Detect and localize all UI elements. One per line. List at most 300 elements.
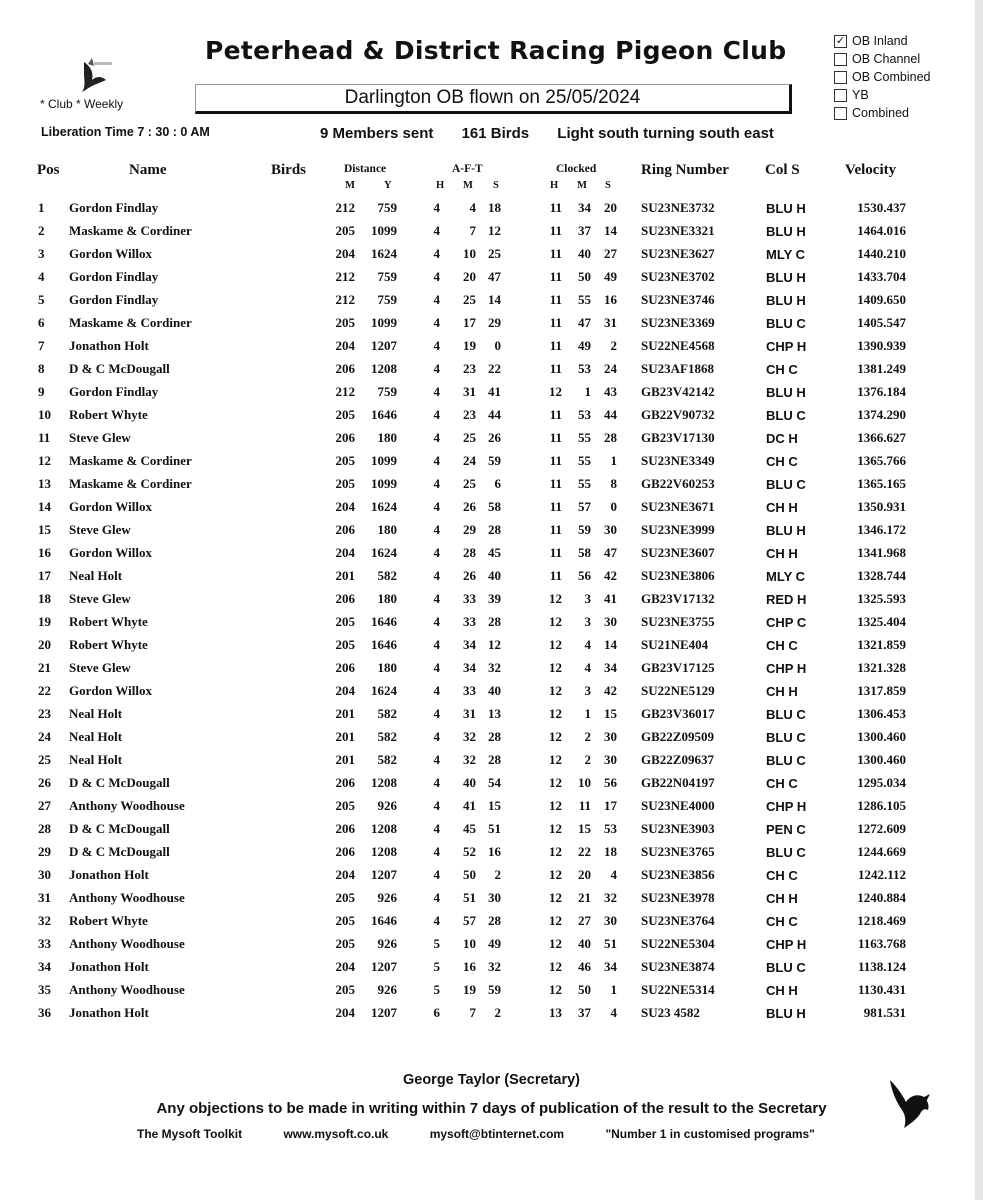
cell-pos: 34 [38,959,51,974]
cell-aft-seconds: 15 [488,798,501,813]
cell-distance-miles: 201 [335,568,355,583]
cell-distance-yards: 759 [377,200,397,215]
cell-aft-minutes: 29 [463,522,476,537]
cell-pos: 32 [38,913,51,928]
cell-colour-sex: BLU H [766,270,806,285]
checkbox-icon[interactable] [834,71,847,84]
cell-ring-number: SU23NE3874 [641,959,715,974]
cell-distance-yards: 180 [377,591,397,606]
cell-clock-minutes: 4 [584,637,591,652]
cell-aft-minutes: 28 [463,545,476,560]
club-type-label: * Club * Weekly [40,97,124,111]
cell-clock-seconds: 14 [604,223,617,238]
cell-colour-sex: BLU H [766,385,806,400]
cell-ring-number: SU23NE3856 [641,867,715,882]
cell-pos: 14 [38,499,51,514]
cell-aft-seconds: 2 [494,1005,501,1020]
cell-pos: 8 [38,361,45,376]
cell-clock-minutes: 47 [578,315,591,330]
table-row [0,1003,983,1026]
col-velocity-header: Velocity [845,162,897,178]
cell-name: Anthony Woodhouse [69,890,185,905]
cell-pos: 30 [38,867,51,882]
cell-name: Neal Holt [69,706,123,721]
cell-distance-miles: 204 [335,683,355,698]
cell-aft-seconds: 16 [488,844,501,859]
cell-aft-hours: 4 [433,890,440,905]
email-link[interactable]: mysoft@btinternet.com [429,1127,565,1141]
cell-clock-hours: 12 [549,821,562,836]
table-row [0,727,983,750]
cell-distance-yards: 926 [377,798,397,813]
cell-pos: 10 [38,407,51,422]
cell-distance-yards: 1207 [371,1005,397,1020]
cell-clock-minutes: 3 [584,591,591,606]
col-aft-header: A-F-T [452,163,483,175]
cell-distance-yards: 582 [377,729,397,744]
cell-clock-seconds: 0 [610,499,617,514]
cell-distance-yards: 759 [377,269,397,284]
table-row [0,865,983,888]
cell-name: Gordon Findlay [69,269,159,284]
cell-clock-seconds: 34 [604,959,617,974]
cell-name: Maskame & Cordiner [69,315,192,330]
cell-distance-yards: 1624 [371,545,397,560]
cell-distance-miles: 206 [335,591,355,606]
cell-aft-seconds: 28 [488,614,501,629]
cell-clock-minutes: 2 [584,729,591,744]
cell-name: Gordon Willox [69,545,152,560]
cell-clock-seconds: 30 [604,752,617,767]
cell-aft-hours: 4 [433,545,440,560]
cell-distance-yards: 926 [377,890,397,905]
website-link[interactable]: www.mysoft.co.uk [283,1127,389,1141]
cell-pos: 22 [38,683,51,698]
cell-clock-hours: 12 [549,798,562,813]
option-ob-inland[interactable]: ✓ OB Inland [835,34,908,48]
cell-pos: 21 [38,660,51,675]
cell-distance-miles: 206 [335,660,355,675]
cell-ring-number: SU23NE3903 [641,821,715,836]
option-yb[interactable]: YB [834,86,931,104]
cell-distance-yards: 1646 [371,614,397,629]
cell-clock-seconds: 20 [604,200,617,215]
cell-pos: 25 [38,752,51,767]
cell-clock-hours: 12 [549,867,562,882]
table-row [0,520,983,543]
col-aft-h-header: H [436,180,445,191]
cell-clock-seconds: 15 [604,706,617,721]
cell-colour-sex: CH C [766,454,798,469]
table-row [0,474,983,497]
secretary-line: George Taylor (Secretary) [402,1072,581,1088]
cell-name: Gordon Willox [69,683,152,698]
cell-name: Jonathon Holt [69,1005,149,1020]
cell-colour-sex: BLU C [766,753,806,768]
cell-aft-hours: 4 [433,568,440,583]
cell-clock-hours: 12 [549,982,562,997]
cell-velocity: 1163.768 [857,936,906,951]
cell-aft-hours: 4 [433,476,440,491]
cell-aft-seconds: 2 [494,867,501,882]
cell-colour-sex: CH C [766,914,798,929]
cell-velocity: 981.531 [863,1005,906,1020]
cell-distance-miles: 212 [335,200,355,215]
cell-aft-hours: 4 [433,200,440,215]
results-table [0,198,983,1026]
cell-clock-seconds: 28 [604,430,617,445]
cell-clock-minutes: 11 [578,798,591,813]
cell-clock-minutes: 21 [578,890,591,905]
cell-clock-hours: 11 [549,292,562,307]
table-row [0,957,983,980]
cell-distance-yards: 180 [377,430,397,445]
cell-aft-hours: 4 [433,361,440,376]
cell-colour-sex: BLU C [766,730,806,745]
cell-aft-hours: 4 [433,637,440,652]
cell-aft-minutes: 7 [469,1005,476,1020]
cell-clock-minutes: 37 [578,1005,591,1020]
pigeon-logo-icon [886,1078,934,1130]
option-combined[interactable]: Combined [834,104,931,122]
cell-distance-miles: 212 [335,269,355,284]
cell-distance-yards: 180 [377,522,397,537]
cell-velocity: 1346.172 [857,522,906,537]
cell-colour-sex: BLU C [766,845,806,860]
cell-colour-sex: BLU C [766,408,806,423]
cell-velocity: 1325.404 [857,614,906,629]
cell-clock-minutes: 49 [578,338,591,353]
cell-aft-hours: 4 [433,614,440,629]
cell-clock-seconds: 24 [604,361,617,376]
cell-clock-seconds: 1 [610,982,617,997]
cell-aft-seconds: 58 [488,499,501,514]
cell-name: D & C McDougall [69,821,170,836]
cell-aft-minutes: 23 [463,407,476,422]
table-row [0,658,983,681]
cell-clock-hours: 11 [549,361,562,376]
cell-velocity: 1433.704 [857,269,906,284]
cell-aft-seconds: 40 [488,683,501,698]
cell-clock-minutes: 27 [578,913,591,928]
cell-clock-minutes: 59 [578,522,591,537]
cell-distance-yards: 1208 [371,821,397,836]
cell-clock-minutes: 2 [584,752,591,767]
cell-aft-seconds: 32 [488,959,501,974]
cell-aft-minutes: 33 [463,614,476,629]
cell-aft-hours: 5 [433,936,440,951]
cell-ring-number: SU23NE3806 [641,568,715,583]
race-summary [320,125,798,142]
col-name-header: Name [129,162,167,178]
cell-colour-sex: BLU C [766,707,806,722]
cell-velocity: 1440.210 [857,246,906,261]
cell-name: Anthony Woodhouse [69,798,185,813]
cell-clock-seconds: 31 [604,315,617,330]
checkbox-icon[interactable] [834,89,847,102]
cell-clock-seconds: 42 [604,568,617,583]
cell-name: Maskame & Cordiner [69,223,192,238]
cell-distance-yards: 926 [377,936,397,951]
objections-notice: Any objections to be made in writing within 7 days of publication of the result to the Secretary [156,1100,827,1117]
cell-aft-hours: 4 [433,407,440,422]
table-row [0,750,983,773]
cell-velocity: 1272.609 [857,821,906,836]
cell-aft-hours: 4 [433,913,440,928]
cell-colour-sex: CH C [766,362,798,377]
cell-ring-number: SU23NE3755 [641,614,715,629]
cell-ring-number: SU22NE5304 [641,936,715,951]
cell-clock-minutes: 53 [578,361,591,376]
cell-aft-hours: 4 [433,867,440,882]
cell-aft-minutes: 50 [463,867,476,882]
cell-clock-hours: 11 [549,246,562,261]
cell-aft-hours: 4 [433,292,440,307]
cell-velocity: 1295.034 [857,775,906,790]
cell-aft-seconds: 12 [488,637,501,652]
col-dist-m-header: M [345,180,355,191]
cell-pos: 7 [38,338,45,353]
checkbox-icon[interactable] [834,53,847,66]
cell-distance-yards: 1646 [371,637,397,652]
cell-aft-hours: 4 [433,683,440,698]
cell-velocity: 1242.112 [857,867,906,882]
cell-clock-seconds: 14 [604,637,617,652]
cell-distance-miles: 205 [335,453,355,468]
cell-distance-miles: 204 [335,545,355,560]
cell-clock-hours: 11 [549,315,562,330]
cell-pos: 35 [38,982,51,997]
cell-clock-seconds: 44 [604,407,617,422]
cell-distance-yards: 1624 [371,246,397,261]
cell-aft-minutes: 20 [463,269,476,284]
cell-velocity: 1381.249 [857,361,906,376]
cell-clock-minutes: 3 [584,683,591,698]
cell-distance-miles: 205 [335,936,355,951]
cell-velocity: 1317.859 [857,683,906,698]
cell-velocity: 1325.593 [857,591,906,606]
checkbox-icon[interactable] [834,107,847,120]
cell-aft-hours: 4 [433,223,440,238]
cell-colour-sex: CH H [766,983,798,998]
cell-pos: 4 [38,269,45,284]
cell-distance-miles: 204 [335,246,355,261]
cell-clock-minutes: 53 [578,407,591,422]
cell-aft-hours: 4 [433,499,440,514]
cell-distance-miles: 212 [335,384,355,399]
cell-distance-miles: 206 [335,844,355,859]
cell-aft-minutes: 24 [463,453,476,468]
cell-distance-miles: 205 [335,890,355,905]
table-row [0,566,983,589]
table-row [0,773,983,796]
cell-distance-miles: 212 [335,292,355,307]
cell-ring-number: SU23NE3607 [641,545,715,560]
table-row [0,313,983,336]
cell-aft-minutes: 19 [463,982,476,997]
cell-clock-hours: 11 [549,407,562,422]
cell-ring-number: GB23V17130 [641,430,715,445]
cell-colour-sex: CHP H [766,799,807,814]
cell-aft-seconds: 59 [488,453,501,468]
cell-colour-sex: CH C [766,638,798,653]
cell-name: Gordon Willox [69,246,152,261]
table-row [0,221,983,244]
cell-aft-minutes: 19 [463,338,476,353]
cell-velocity: 1366.627 [857,430,906,445]
cell-name: Gordon Findlay [69,292,159,307]
cell-colour-sex: CHP H [766,339,807,354]
cell-aft-hours: 4 [433,384,440,399]
cell-aft-minutes: 51 [463,890,476,905]
cell-aft-seconds: 51 [488,821,501,836]
cell-aft-minutes: 10 [463,246,476,261]
cell-name: Steve Glew [69,660,131,675]
cell-clock-hours: 11 [549,269,562,284]
table-row [0,911,983,934]
cell-clock-hours: 11 [549,545,562,560]
cell-aft-seconds: 28 [488,522,501,537]
cell-distance-yards: 1099 [371,315,397,330]
cell-colour-sex: CHP C [766,615,807,630]
cell-aft-hours: 4 [433,315,440,330]
cell-velocity: 1244.669 [857,844,906,859]
cell-clock-hours: 12 [549,913,562,928]
cell-aft-hours: 4 [433,453,440,468]
cell-distance-yards: 1207 [371,867,397,882]
cell-clock-hours: 12 [549,683,562,698]
table-row [0,290,983,313]
cell-colour-sex: BLU H [766,523,806,538]
cell-name: Anthony Woodhouse [69,936,185,951]
cell-colour-sex: BLU H [766,1006,806,1021]
cell-aft-seconds: 29 [488,315,501,330]
members-sent: 9 Members sent [320,125,434,142]
cell-colour-sex: CHP H [766,937,807,952]
option-ob-channel[interactable]: OB Channel [834,50,931,68]
cell-aft-minutes: 45 [463,821,476,836]
cell-distance-miles: 206 [335,775,355,790]
cell-colour-sex: BLU C [766,316,806,331]
table-row [0,681,983,704]
cell-clock-hours: 12 [549,706,562,721]
cell-ring-number: GB22Z09509 [641,729,714,744]
cell-pos: 24 [38,729,51,744]
cell-aft-hours: 4 [433,752,440,767]
cell-clock-minutes: 1 [584,384,591,399]
cell-aft-minutes: 57 [463,913,476,928]
cell-distance-miles: 205 [335,637,355,652]
cell-aft-minutes: 40 [463,775,476,790]
cell-distance-miles: 206 [335,430,355,445]
cell-velocity: 1286.105 [857,798,906,813]
col-aft-s-header: S [493,180,499,191]
cell-clock-minutes: 3 [584,614,591,629]
table-row [0,589,983,612]
cell-distance-miles: 204 [335,338,355,353]
cell-aft-minutes: 26 [463,499,476,514]
cell-colour-sex: PEN C [766,822,806,837]
cell-name: Steve Glew [69,522,131,537]
table-row [0,336,983,359]
cell-aft-minutes: 32 [463,729,476,744]
cell-distance-miles: 206 [335,522,355,537]
cell-clock-hours: 12 [549,729,562,744]
cell-clock-hours: 12 [549,660,562,675]
cell-ring-number: GB22Z09637 [641,752,714,767]
software-credits [137,1127,853,1141]
cell-colour-sex: BLU H [766,201,806,216]
cell-clock-minutes: 50 [578,982,591,997]
cell-velocity: 1374.290 [857,407,906,422]
cell-ring-number: SU21NE404 [641,637,709,652]
table-row [0,405,983,428]
option-ob-combined[interactable]: OB Combined [834,68,931,86]
cell-distance-miles: 206 [335,361,355,376]
cell-colour-sex: BLU C [766,960,806,975]
cell-clock-hours: 11 [549,499,562,514]
cell-clock-minutes: 34 [578,200,591,215]
cell-clock-seconds: 41 [604,591,617,606]
cell-aft-seconds: 0 [494,338,501,353]
cell-name: Jonathon Holt [69,867,149,882]
cell-name: Jonathon Holt [69,338,149,353]
bird-count: 161 Birds [461,125,530,142]
cell-aft-seconds: 40 [488,568,501,583]
cell-velocity: 1405.547 [857,315,906,330]
table-row [0,842,983,865]
cell-clock-seconds: 30 [604,522,617,537]
table-row [0,497,983,520]
cell-aft-seconds: 26 [488,430,501,445]
cell-ring-number: GB23V36017 [641,706,715,721]
cell-distance-miles: 205 [335,476,355,491]
cell-clock-minutes: 57 [578,499,591,514]
cell-aft-minutes: 16 [463,959,476,974]
cell-clock-seconds: 4 [610,867,617,882]
cell-aft-hours: 4 [433,591,440,606]
cell-distance-yards: 1099 [371,223,397,238]
cell-aft-seconds: 28 [488,913,501,928]
cell-pos: 20 [38,637,51,652]
table-row [0,888,983,911]
cell-velocity: 1530.437 [857,200,906,215]
cell-clock-seconds: 2 [610,338,617,353]
cell-clock-seconds: 30 [604,614,617,629]
cell-aft-minutes: 33 [463,591,476,606]
cell-colour-sex: MLY C [766,569,806,584]
cell-pos: 1 [38,200,45,215]
cell-clock-hours: 12 [549,775,562,790]
cell-clock-hours: 12 [549,614,562,629]
cell-pos: 3 [38,246,45,261]
cell-ring-number: SU23NE3627 [641,246,715,261]
cell-pos: 19 [38,614,51,629]
checkbox-checked-icon[interactable]: ✓ [835,34,846,47]
cell-distance-miles: 204 [335,959,355,974]
cell-ring-number: SU23NE3765 [641,844,715,859]
cell-aft-seconds: 39 [488,591,501,606]
cell-aft-hours: 4 [433,269,440,284]
cell-clock-hours: 11 [549,338,562,353]
table-row [0,934,983,957]
cell-velocity: 1350.931 [857,499,906,514]
cell-distance-miles: 205 [335,315,355,330]
cell-aft-hours: 4 [433,338,440,353]
cell-colour-sex: BLU H [766,293,806,308]
cell-name: Steve Glew [69,591,131,606]
cell-pos: 26 [38,775,51,790]
